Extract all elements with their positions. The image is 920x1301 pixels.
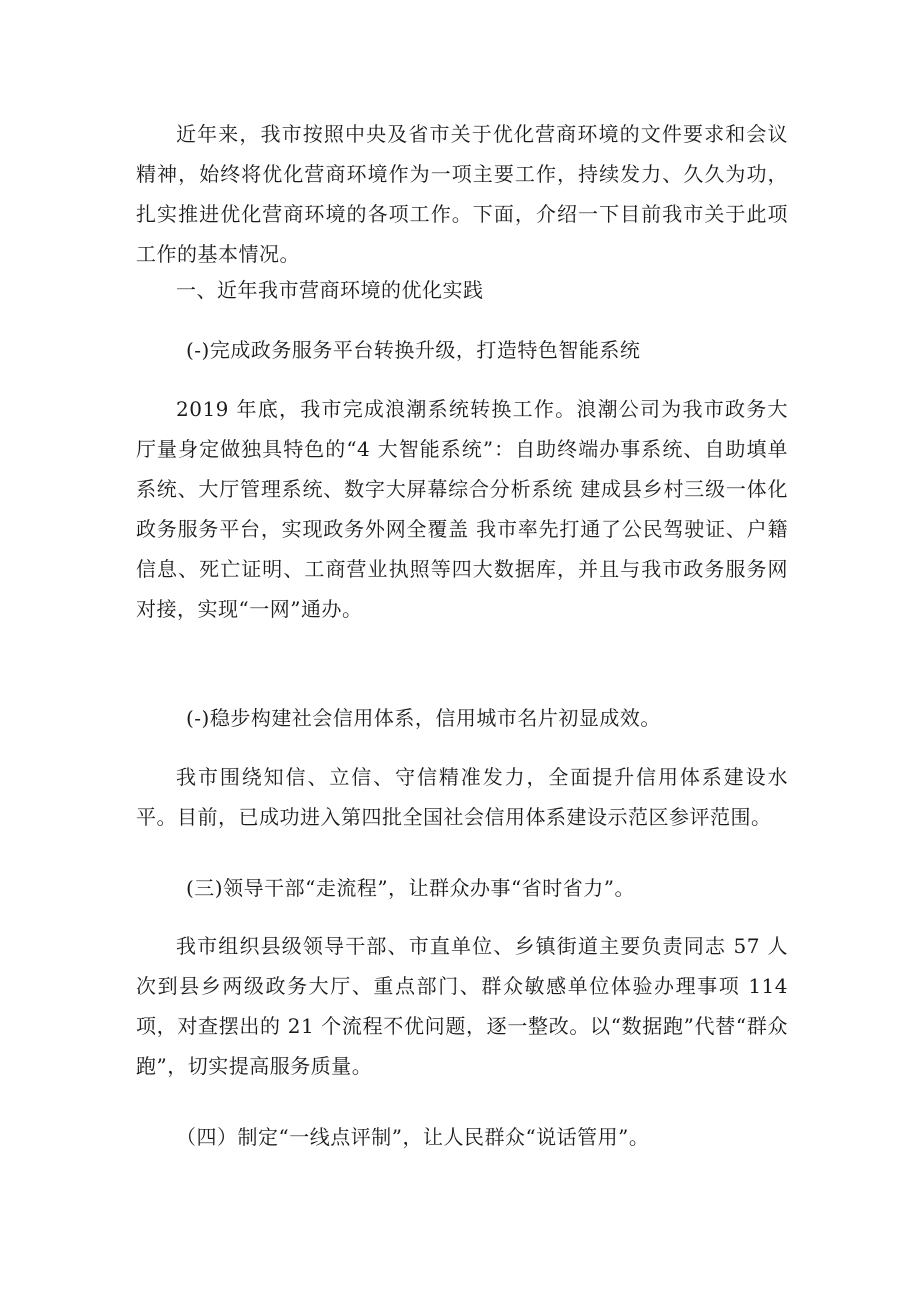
subsection-body-2: 我市围绕知信、立信、守信精准发力，全面提升信用体系建设水平。目前，已成功进入第四批全国社会信用体系建设示范区参评范围。 [136, 765, 788, 829]
subsection-heading-2: (-)稳步构建社会信用体系，信用城市名片初显成效。 [186, 706, 661, 730]
subsection-body-1: 2019 年底，我市完成浪潮系统转换工作。浪潮公司为我市政务大厅量身定做独具特色的“4 大智能系统”：自助终端办事系统、自助填单系统、大厅管理系统、数字大屏幕综合分析系统 建成县乡村三级一体化政务服务平台，实现政务外网全覆盖 我市率先打通了公民驾驶证、户籍信息、死亡证明、工商营业执照等四大数据库，并且与我市政务服务网对接，实现“一网”通办。 [136, 397, 788, 621]
subsection-body-3: 我市组织县级领导干部、市直单位、乡镇街道主要负责同志 57 人次到县乡两级政务大厅、重点部门、群众敏感单位体验办理事项 114 项，对查摆出的 21 个流程不优问题，逐一整改。以“数据跑”代替“群众跑”，切实提高服务质量。 [136, 934, 788, 1078]
section-heading-1: 一、近年我市营商环境的优化实践 [176, 278, 484, 302]
intro-paragraph: 近年来，我市按照中央及省市关于优化营商环境的文件要求和会议精神，始终将优化营商环境作为一项主要工作，持续发力、久久为功，扎实推进优化营商环境的各项工作。下面，介绍一下目前我市关于此项工作的基本情况。 [136, 122, 788, 266]
subsection-heading-3: (三)领导干部“走流程”，让群众办事“省时省力”。 [186, 876, 636, 900]
subsection-heading-1: (-)完成政务服务平台转换升级，打造特色智能系统 [186, 338, 641, 362]
subsection-heading-4: （四）制定“一线点评制”，让人民群众“说话管用”。 [176, 1125, 650, 1149]
